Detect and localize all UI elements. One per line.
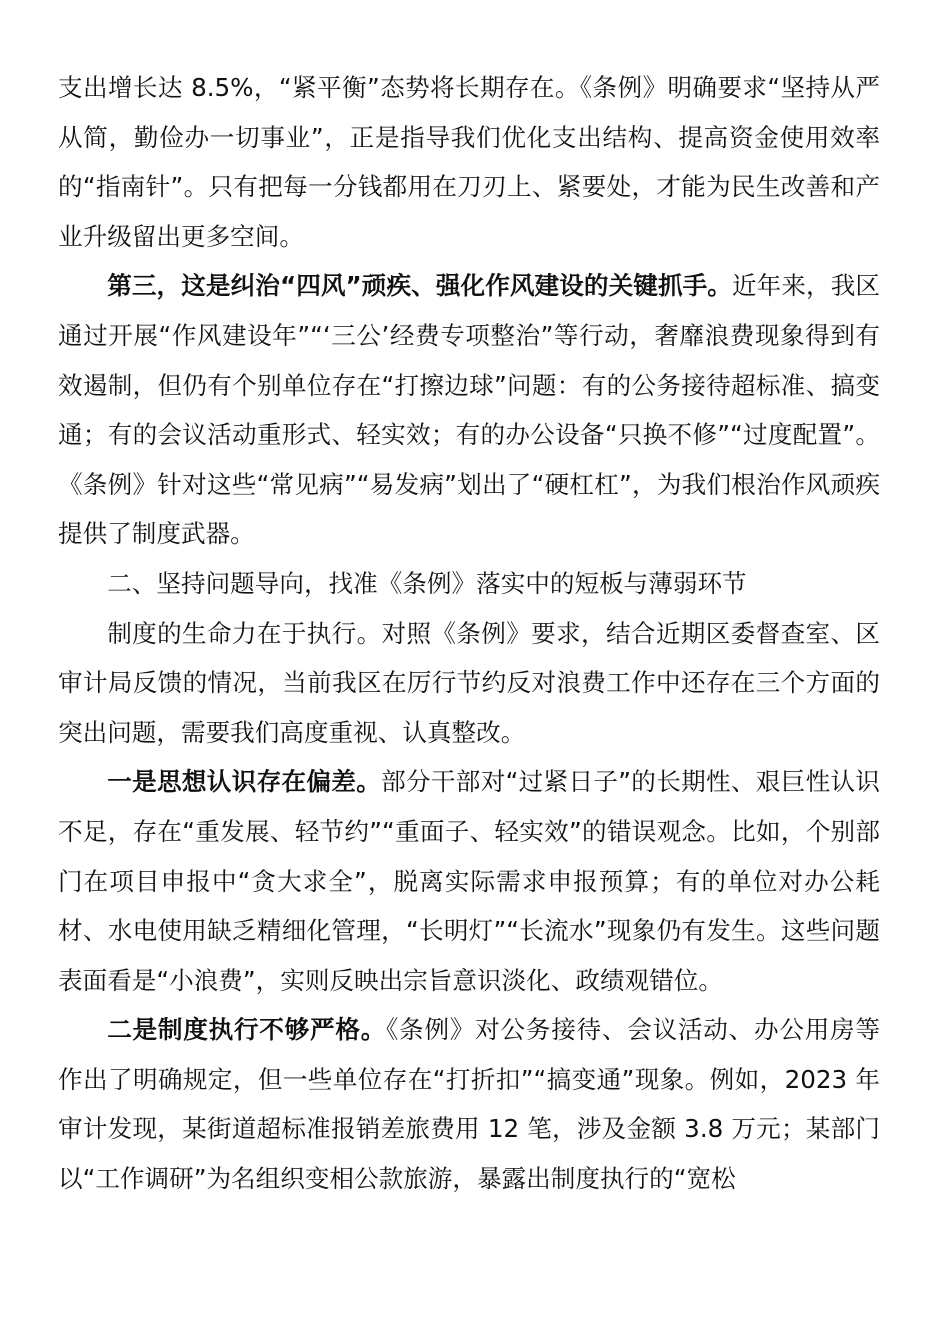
- paragraph-execution-intro: [58, 609, 880, 758]
- paragraph-problem-two: [58, 1005, 880, 1203]
- paragraph-text: 部分干部对“过紧日子”的长期性、艰巨性认识不足，存在“重发展、轻节约”“重面子、轻实效”的错误观念。比如，个别部门在项目申报中“贪大求全”，脱离实际需求申报预算；有的单位对办公耗材、水电使用缺乏精细化管理，“长明灯”“长流水”现象仍有发生。这些问题表面看是“小浪费”，实则反映出宗旨意识淡化、政绩观错位。: [58, 767, 880, 995]
- paragraph-problem-one: [58, 757, 880, 1005]
- paragraph-lead: 一是思想认识存在偏差。: [107, 767, 382, 797]
- paragraph-text: 近年来，我区通过开展“作风建设年”“‘三公’经费专项整治”等行动，奢靡浪费现象得到有效遏制，但仍有个别单位存在“打擦边球”问题：有的公务接待超标准、搞变通；有的会议活动重形式、轻实效；有的办公设备“只换不修”“过度配置”。《条例》针对这些“常见病”“易发病”划出了“硬杠杠”，为我们根治作风顽疾提供了制度武器。: [58, 271, 880, 549]
- paragraph-text: 制度的生命力在于执行。对照《条例》要求，结合近期区委督查室、区审计局反馈的情况，当前我区在厉行节约反对浪费工作中还存在三个方面的突出问题，需要我们高度重视、认真整改。: [58, 618, 880, 747]
- paragraph-text: 支出增长达 8.5%，“紧平衡”态势将长期存在。《条例》明确要求“坚持从严从简，勤俭办一切事业”，正是指导我们优化支出结构、提高资金使用效率的“指南针”。只有把每一分钱都用在刀刃上、紧要处，才能为民生改善和产业升级留出更多空间。: [58, 73, 880, 251]
- section-heading-two: 二、坚持问题导向，找准《条例》落实中的短板与薄弱环节: [107, 568, 747, 598]
- paragraph-lead: 第三，这是纠治“四风”顽疾、强化作风建设的关键抓手。: [107, 271, 732, 301]
- document-body: [58, 63, 880, 1204]
- paragraph-lead: 二是制度执行不够严格。: [107, 1015, 387, 1045]
- paragraph-text: 《条例》对公务接待、会议活动、办公用房等作出了明确规定，但一些单位存在“打折扣”“搞变通”现象。例如，2023 年审计发现，某街道超标准报销差旅费用 12 笔，涉及金额 3.8 万元；某部门以“工作调研”为名组织变相公款旅游，暴露出制度执行的“宽松: [58, 1015, 880, 1194]
- paragraph-budget-pressure: [58, 63, 880, 261]
- paragraph-point-three: [58, 261, 880, 559]
